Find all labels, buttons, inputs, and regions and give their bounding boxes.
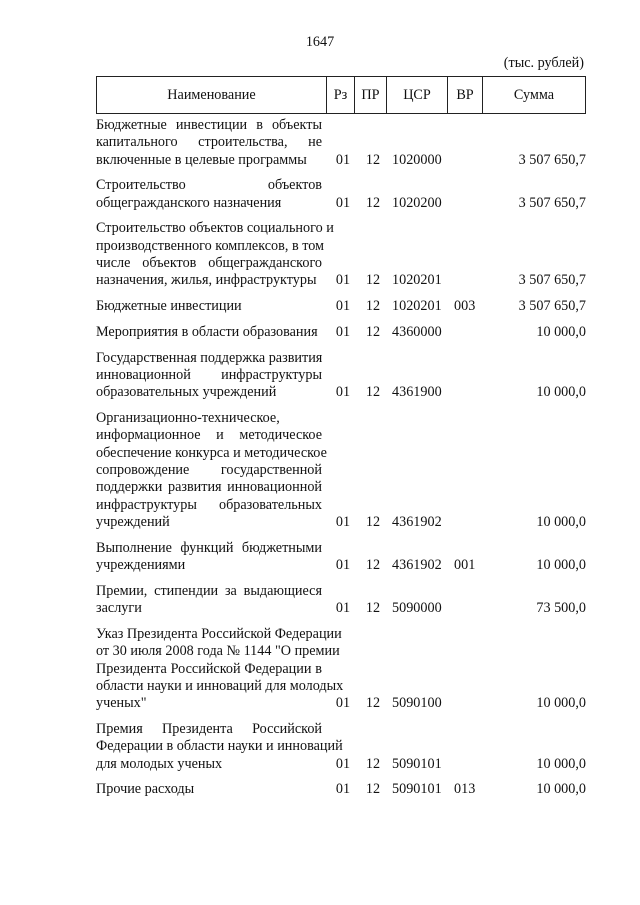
row-csr: 5090101 <box>392 781 442 798</box>
row-name-line: Строительство объектов <box>96 177 322 194</box>
row-sum: 3 507 650,7 <box>518 194 586 211</box>
row-rz: 01 <box>335 755 351 772</box>
header-vr: ВР <box>448 77 483 114</box>
row-rz: 01 <box>335 781 351 798</box>
row-pr: 12 <box>365 194 381 211</box>
table-row <box>96 540 586 575</box>
row-name-line: производственного комплексов, в том <box>96 237 325 254</box>
row-pr: 12 <box>365 151 381 168</box>
row-sum: 3 507 650,7 <box>518 298 586 315</box>
row-csr: 1020200 <box>392 194 442 211</box>
header-pr: ПР <box>355 77 387 114</box>
row-csr: 4360000 <box>392 323 442 340</box>
row-csr: 1020000 <box>392 151 442 168</box>
row-name <box>96 177 322 212</box>
row-pr: 12 <box>365 600 381 617</box>
table-header <box>96 76 586 114</box>
row-name-line: общегражданского назначения <box>96 194 282 211</box>
row-name-line: Бюджетные инвестиции в объекты <box>96 117 322 133</box>
row-sum: 10 000,0 <box>536 513 586 530</box>
row-name-line: ученых" <box>96 695 147 712</box>
row-name-line: для молодых ученых <box>96 755 223 772</box>
row-name-line: назначения, жилья, инфраструктуры <box>96 272 317 289</box>
table-row <box>96 220 586 289</box>
row-name <box>96 540 322 575</box>
row-name-line: от 30 июля 2008 года № 1144 "О премии <box>96 643 340 660</box>
row-csr: 1020201 <box>392 298 442 315</box>
row-name <box>96 781 322 798</box>
row-name-line: капитального строительства, не <box>96 134 322 151</box>
row-rz: 01 <box>335 194 351 211</box>
row-rz: 01 <box>335 384 351 401</box>
table-row <box>96 298 586 315</box>
row-name-line: инновационной инфраструктуры <box>96 367 322 384</box>
row-csr: 4361900 <box>392 384 442 401</box>
row-sum: 10 000,0 <box>536 384 586 401</box>
row-sum: 10 000,0 <box>536 323 586 340</box>
row-name-line: учреждениями <box>96 557 186 574</box>
row-csr: 1020201 <box>392 272 442 289</box>
row-name-line: Указ Президента Российской Федерации <box>96 625 342 642</box>
row-rz: 01 <box>335 298 351 315</box>
row-name-line: Президента Российской Федерации в <box>96 660 322 677</box>
row-name-line: сопровождение государственной <box>96 462 322 479</box>
row-name-line: Мероприятия в области образования <box>96 323 318 340</box>
row-rz: 01 <box>335 557 351 574</box>
row-name-line: области науки и инноваций для молодых <box>96 677 344 694</box>
row-name-line: числе объектов общегражданского <box>96 255 322 272</box>
page-number: 1647 <box>305 34 335 50</box>
row-rz: 01 <box>335 695 351 712</box>
row-name-line: информационное и методическое <box>96 427 322 444</box>
row-name-line: инфраструктуры образовательных <box>96 496 322 513</box>
row-csr: 4361902 <box>392 557 442 574</box>
table-row <box>96 177 586 212</box>
table-row <box>96 350 586 402</box>
table-row <box>96 117 586 169</box>
row-sum: 10 000,0 <box>536 695 586 712</box>
row-name <box>96 117 322 169</box>
units-label: (тыс. рублей) <box>503 55 584 71</box>
header-csr: ЦСР <box>387 77 448 114</box>
row-sum: 10 000,0 <box>536 755 586 772</box>
row-vr: 013 <box>454 781 476 798</box>
row-name <box>96 324 322 341</box>
row-name-line: Строительство объектов социального и <box>96 220 334 237</box>
table-row <box>96 781 586 798</box>
row-pr: 12 <box>365 557 381 574</box>
row-pr: 12 <box>365 513 381 530</box>
row-name-line: Премия Президента Российской <box>96 720 322 737</box>
row-name-line: Бюджетные инвестиции <box>96 298 242 315</box>
row-name <box>96 350 322 402</box>
row-name <box>96 583 322 618</box>
header-rz: Рз <box>327 77 355 114</box>
row-csr: 4361902 <box>392 513 442 530</box>
row-name-line: поддержки развития инновационной <box>96 479 322 496</box>
row-name <box>96 410 327 531</box>
row-csr: 5090000 <box>392 600 442 617</box>
row-name-line: образовательных учреждений <box>96 384 277 401</box>
row-name-line: Организационно-техническое, <box>96 410 280 427</box>
row-sum: 3 507 650,7 <box>518 151 586 168</box>
table-row <box>96 410 586 531</box>
table-row <box>96 626 586 712</box>
row-name-line: Премии, стипендии за выдающиеся <box>96 582 322 599</box>
row-vr: 003 <box>454 298 476 315</box>
row-vr: 001 <box>454 557 476 574</box>
row-pr: 12 <box>365 695 381 712</box>
row-name-line: включенные в целевые программы <box>96 151 307 168</box>
row-name-line: Выполнение функций бюджетными <box>96 539 322 556</box>
row-rz: 01 <box>335 151 351 168</box>
row-sum: 10 000,0 <box>536 781 586 798</box>
row-rz: 01 <box>335 323 351 340</box>
row-rz: 01 <box>335 513 351 530</box>
row-name-line: Государственная поддержка развития <box>96 349 323 366</box>
row-name-line: заслуги <box>96 600 142 617</box>
row-pr: 12 <box>365 755 381 772</box>
header-name: Наименование <box>97 77 327 114</box>
row-name-line: учреждений <box>96 513 170 530</box>
row-name-line: обеспечение конкурса и методическое <box>96 444 327 461</box>
table-row <box>96 324 586 341</box>
row-name-line: Прочие расходы <box>96 781 195 798</box>
row-sum: 73 500,0 <box>536 600 586 617</box>
row-pr: 12 <box>365 298 381 315</box>
table-row <box>96 721 586 773</box>
row-csr: 5090101 <box>392 755 442 772</box>
row-pr: 12 <box>365 781 381 798</box>
table-row <box>96 583 586 618</box>
row-pr: 12 <box>365 272 381 289</box>
row-rz: 01 <box>335 600 351 617</box>
budget-table-body <box>96 117 586 807</box>
row-rz: 01 <box>335 272 351 289</box>
row-pr: 12 <box>365 323 381 340</box>
row-name-line: Федерации в области науки и инноваций <box>96 738 343 755</box>
row-name <box>96 298 322 315</box>
header-sum: Сумма <box>483 77 586 114</box>
row-pr: 12 <box>365 384 381 401</box>
row-name <box>96 220 334 289</box>
row-sum: 10 000,0 <box>536 557 586 574</box>
row-csr: 5090100 <box>392 695 442 712</box>
row-sum: 3 507 650,7 <box>518 272 586 289</box>
